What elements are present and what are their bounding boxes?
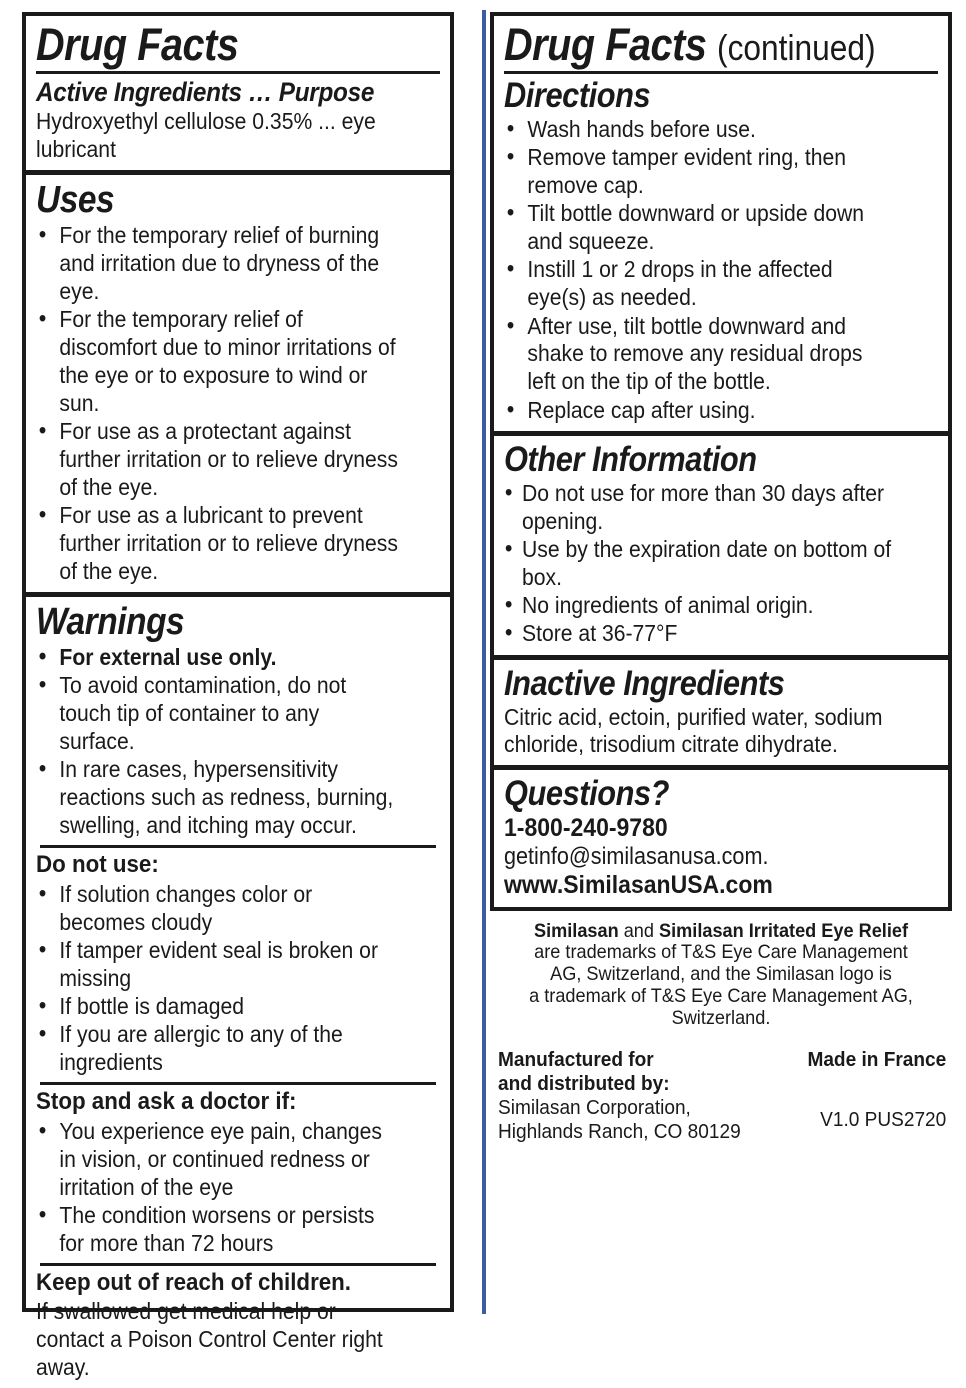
brand-name-secondary: Similasan Irritated Eye Relief — [659, 919, 908, 942]
active-ingredients-heading: Active Ingredients … Purpose — [36, 76, 375, 107]
list-item: • For the temporary relief of discomfort due to minor irritations of the eye or to exposure to wind or sun. — [36, 306, 400, 417]
uses-list — [36, 222, 440, 585]
list-item: • For use as a protectant against further irritation or to relieve dryness of the eye. — [36, 418, 400, 502]
manufacturer-block — [498, 1048, 946, 1144]
company-name: Similasan Corporation, — [498, 1095, 691, 1119]
drug-facts-title-text: Drug Facts — [504, 19, 707, 70]
list-item: • Replace cap after using. — [504, 397, 895, 425]
do-not-use-heading: Do not use: — [36, 850, 159, 878]
list-item: • If you are allergic to any of the ingredients — [36, 1021, 400, 1077]
brand-name-primary: Similasan — [534, 919, 619, 942]
questions-email[interactable]: getinfo@similasanusa.com. — [504, 843, 769, 871]
stop-and-ask-list — [36, 1118, 440, 1258]
list-item: • If solution changes color or becomes cloudy — [36, 881, 400, 937]
section-warnings — [26, 597, 450, 1388]
list-item: • Tilt bottle downward or upside down and squeeze. — [504, 200, 895, 256]
list-item: • For the temporary relief of burning and irritation due to dryness of the eye. — [36, 222, 400, 306]
active-ingredients-line: Hydroxyethyl cellulose 0.35% ... eye lubricant — [36, 108, 376, 162]
list-item: • Remove tamper evident ring, then remove cap. — [504, 144, 895, 200]
do-not-use-list — [36, 881, 440, 1077]
trademark-line-5: Switzerland. — [671, 1006, 771, 1029]
directions-list — [504, 116, 938, 425]
title-rule — [36, 71, 440, 74]
drug-facts-title: Drug Facts — [36, 19, 239, 70]
right-column — [472, 0, 966, 1324]
list-item: • No ingredients of animal origin. — [504, 592, 895, 620]
trademark-line-4: a trademark of T&S Eye Care Management AG, — [529, 985, 913, 1008]
list-item: • Wash hands before use. — [504, 116, 895, 144]
title-rule — [504, 71, 938, 74]
inactive-ingredients-body: Citric acid, ectoin, purified water, sodium chloride, trisodium citrate dihydrate. — [504, 703, 883, 758]
drug-facts-continued-title — [504, 19, 886, 70]
directions-title: Directions — [504, 75, 651, 115]
manufactured-for-label: Manufactured for — [498, 1047, 654, 1071]
manufacturer-address — [498, 1048, 741, 1144]
manufacturer-origin — [807, 1048, 946, 1132]
list-item: • Store at 36-77°F — [504, 620, 895, 648]
list-item: • Do not use for more than 30 days after opening. — [504, 480, 895, 536]
keep-out-of-reach-body: If swallowed get medical help or contact a Poison Control Center right away. — [36, 1298, 383, 1381]
list-item: • In rare cases, hypersensitivity reactions such as redness, burning, swelling, and itching may occur. — [36, 756, 400, 840]
section-uses — [26, 175, 450, 597]
section-inactive-ingredients — [494, 660, 948, 771]
list-item: • Instill 1 or 2 drops in the affected eye(s) as needed. — [504, 256, 895, 312]
list-item: • If bottle is damaged — [36, 993, 400, 1021]
uses-title: Uses — [36, 178, 115, 221]
warnings-list — [36, 644, 440, 840]
inactive-ingredients-title: Inactive Ingredients — [504, 663, 785, 703]
company-city-state-zip: Highlands Ranch, CO 80129 — [498, 1119, 741, 1143]
section-directions — [494, 16, 948, 436]
continued-label: (continued) — [717, 27, 876, 68]
trademark-line-3: AG, Switzerland, and the Similasan logo is — [550, 963, 892, 986]
list-item: • If tamper evident seal is broken or missing — [36, 937, 400, 993]
warnings-title: Warnings — [36, 600, 185, 643]
trademark-line-1 — [512, 921, 931, 943]
made-in-label: Made in France — [807, 1047, 946, 1071]
distributed-by-label: and distributed by: — [498, 1071, 670, 1095]
list-item: • After use, tilt bottle downward and shake to remove any residual drops left on the tip of the bottle. — [504, 313, 895, 397]
trademark-joiner: and — [618, 919, 660, 942]
section-questions — [494, 770, 948, 906]
list-item: • For use as a lubricant to prevent further irritation or to relieve dryness of the eye. — [36, 502, 400, 586]
section-active-ingredients — [26, 16, 450, 175]
stop-and-ask-heading: Stop and ask a doctor if: — [36, 1088, 297, 1116]
questions-phone[interactable]: 1-800-240-9780 — [504, 814, 668, 843]
section-other-information — [494, 436, 948, 660]
list-item: • For external use only. — [36, 644, 400, 672]
trademark-block — [496, 921, 946, 1030]
left-panel — [22, 12, 454, 1381]
list-item: • Use by the expiration date on bottom of box. — [504, 536, 895, 592]
list-item: • The condition worsens or persists for more than 72 hours — [36, 1202, 400, 1258]
questions-website[interactable]: www.SimilasanUSA.com — [504, 871, 773, 900]
version-code: V1.0 PUS2720 — [819, 1107, 946, 1131]
right-panel — [490, 12, 952, 911]
divider-rule — [40, 1082, 436, 1085]
list-item: • To avoid contamination, do not touch tip of container to any surface. — [36, 672, 400, 756]
other-information-title: Other Information — [504, 439, 757, 479]
trademark-line-2: are trademarks of T&S Eye Care Management — [534, 941, 908, 964]
divider-rule — [40, 845, 436, 848]
left-column — [0, 0, 472, 1381]
other-information-list — [504, 480, 938, 649]
keep-out-of-reach-heading: Keep out of reach of children. — [36, 1268, 352, 1296]
divider-rule — [40, 1263, 436, 1266]
questions-title: Questions? — [504, 774, 670, 814]
list-item: • You experience eye pain, changes in vision, or continued redness or irritation of the eye — [36, 1118, 400, 1202]
